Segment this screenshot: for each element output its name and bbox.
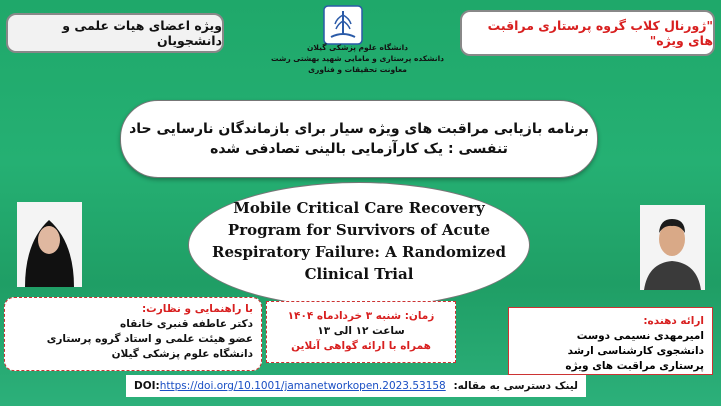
journal-club-banner	[460, 10, 715, 56]
persian-title-line-1: برنامه بازیابی مراقبت های ویژه سیار برای بازماندگان نارسایی حاد	[129, 121, 589, 137]
doi-block	[134, 380, 446, 392]
english-title	[188, 182, 530, 308]
access-label: لینک دسترسی به مقاله:	[453, 380, 578, 392]
session-date: زمان: شنبه ۳ خردادماه ۱۴۰۴	[287, 310, 435, 322]
presenter-field: پرستاری مراقبت های ویژه	[565, 360, 704, 372]
supervisor-affiliation: دانشگاه علوم پزشکی گیلان	[111, 348, 253, 360]
supervisor-role: عضو هیئت علمی و استاد گروه پرستاری	[46, 333, 253, 345]
university-line-2: دانشکده پرستاری و مامایی شهید بهشتی رشت	[271, 54, 444, 63]
university-line-1: دانشگاه علوم پزشکی گیلان	[306, 43, 408, 52]
english-title-line-4: Clinical Trial	[304, 265, 414, 283]
university-block	[270, 42, 445, 75]
journal-club-text: "ژورنال کلاب گروه پرستاری مراقبت های ویژه"	[487, 18, 713, 48]
audience-text: ویژه اعضای هیات علمی و دانشجویان	[62, 18, 222, 48]
university-logo-icon	[323, 5, 363, 45]
presenter-heading: ارائه دهنده:	[643, 315, 704, 327]
persian-title	[120, 100, 598, 178]
audience-banner	[6, 13, 224, 53]
presenter-box	[508, 307, 713, 375]
doi-link[interactable]: https://doi.org/10.1001/jamanetworkopen.2023.53158	[159, 380, 446, 392]
presenter-photo	[640, 205, 705, 290]
english-title-line-2: Program for Survivors of Acute	[227, 221, 491, 239]
english-title-line-3: Respiratory Failure: A Randomized	[211, 243, 506, 261]
supervisor-name: دکتر عاطفه قنبری خانقاه	[120, 318, 253, 330]
session-hours: ساعت ۱۲ الی ۱۳	[317, 325, 405, 337]
session-note: همراه با ارائه گواهی آنلاین	[291, 340, 431, 352]
supervisor-photo	[17, 202, 82, 287]
supervisor-heading: با راهنمایی و نظارت:	[141, 303, 253, 315]
university-line-3: معاونت تحقیقات و فناوری	[308, 65, 407, 74]
session-box	[266, 301, 456, 363]
persian-title-line-2: تنفسی : یک کارآزمایی بالینی تصادفی شده	[210, 141, 508, 157]
presenter-degree: دانشجوی کارشناسی ارشد	[567, 345, 704, 357]
supervisor-box	[4, 297, 262, 371]
doi-prefix: DOI:	[134, 380, 160, 392]
presenter-name: امیرمهدی نسیمی دوست	[576, 330, 704, 342]
english-title-line-1: Mobile Critical Care Recovery	[233, 199, 485, 217]
doi-bar	[126, 375, 586, 397]
